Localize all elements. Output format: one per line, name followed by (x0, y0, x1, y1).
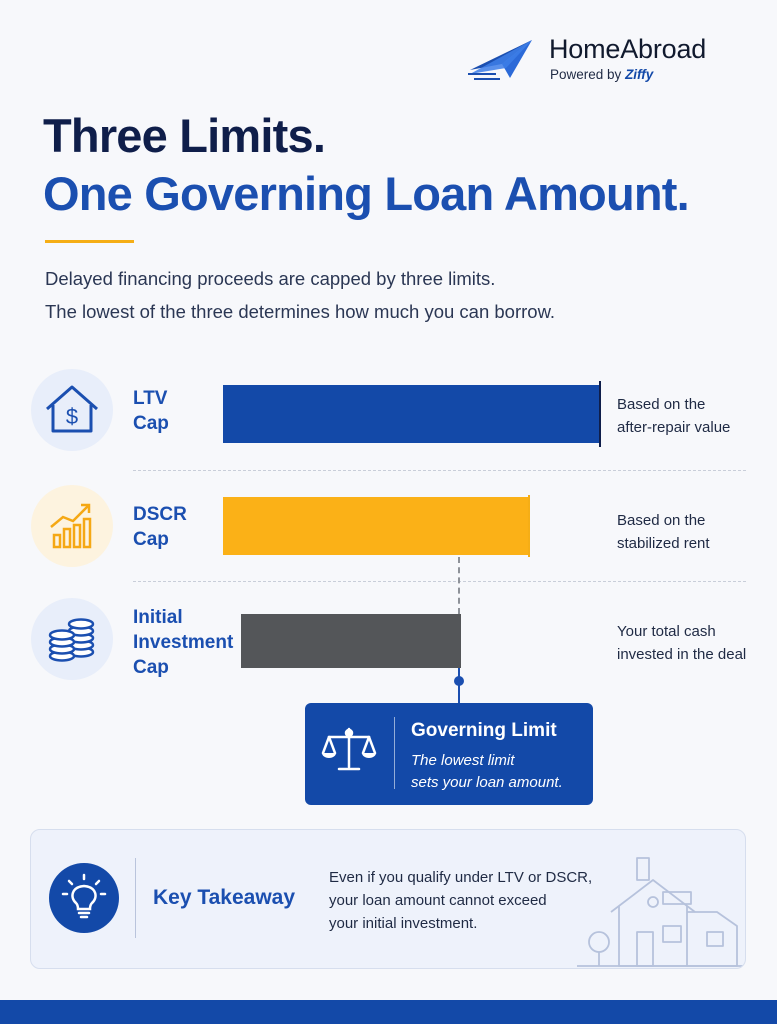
takeaway-text (329, 866, 592, 935)
investment-label (133, 605, 233, 680)
investment-bar (241, 614, 461, 668)
house-illustration-icon (577, 854, 746, 969)
investment-description-line-2: invested in the deal (617, 646, 747, 663)
lowest-limit-guide-line (458, 557, 460, 614)
investment-label-line-2: Investment (133, 632, 234, 653)
headline-line-1: Three Limits. (43, 109, 326, 162)
takeaway-text-line-1: Even if you qualify under LTV or DSCR, (329, 869, 593, 886)
ltv-label-line-1: LTV (133, 388, 168, 409)
investment-description (617, 620, 746, 666)
svg-text:$: $ (65, 404, 79, 429)
takeaway-title: Key Takeaway (153, 886, 296, 909)
paper-plane-logo-icon (466, 38, 534, 82)
powered-by-brand: Ziffy (625, 67, 654, 82)
ltv-description-line-2: after-repair value (617, 419, 731, 436)
governing-title: Governing Limit (411, 720, 557, 741)
dscr-icon-circle (31, 485, 113, 567)
dscr-bar-end-cap (528, 495, 530, 557)
ltv-label (133, 386, 169, 436)
investment-icon-circle (31, 598, 113, 680)
dscr-label-line-1: DSCR (133, 504, 187, 525)
dscr-label (133, 502, 187, 552)
row-separator (133, 470, 746, 471)
ltv-bar-end-cap (599, 381, 601, 447)
ltv-description-line-1: Based on the (617, 396, 706, 413)
investment-label-line-3: Cap (133, 657, 169, 678)
takeaway-text-line-3: your initial investment. (329, 915, 478, 932)
dscr-description (617, 509, 710, 555)
intro-line-1: Delayed financing proceeds are capped by three limits. (45, 268, 496, 289)
dscr-description-line-1: Based on the (617, 512, 706, 529)
intro-line-2: The lowest of the three determines how much you can borrow. (45, 301, 556, 322)
governing-connector-dot (454, 676, 464, 686)
headline-line-2: One Governing Loan Amount. (43, 167, 689, 220)
row-separator (133, 581, 746, 582)
balance-scale-icon (321, 721, 377, 777)
takeaway-divider (135, 858, 136, 938)
dscr-bar (223, 497, 528, 555)
house-dollar-icon (31, 369, 113, 451)
brand-powered-by (550, 67, 653, 82)
investment-description-line-1: Your total cash (617, 623, 716, 640)
footer-bar (0, 1000, 777, 1024)
governing-text-line-2: sets your loan amount. (411, 774, 563, 791)
governing-text (411, 750, 563, 794)
investment-label-line-1: Initial (133, 607, 183, 628)
lightbulb-icon (49, 863, 119, 933)
ltv-bar (223, 385, 600, 443)
dscr-label-line-2: Cap (133, 529, 169, 550)
takeaway-text-line-2: your loan amount cannot exceed (329, 892, 547, 909)
coin-stack-icon (31, 598, 113, 680)
ltv-label-line-2: Cap (133, 413, 169, 434)
dscr-description-line-2: stabilized rent (617, 535, 710, 552)
governing-connector-line (458, 668, 460, 706)
governing-limit-callout (305, 703, 593, 805)
key-takeaway-card (30, 829, 746, 969)
ltv-description (617, 393, 730, 439)
growth-chart-icon (31, 485, 113, 567)
brand-name: HomeAbroad (549, 34, 707, 64)
ltv-icon-circle (31, 369, 113, 451)
governing-divider (394, 717, 395, 789)
powered-by-prefix: Powered by (550, 67, 622, 82)
headline-accent-rule (45, 240, 134, 243)
governing-text-line-1: The lowest limit (411, 752, 515, 769)
